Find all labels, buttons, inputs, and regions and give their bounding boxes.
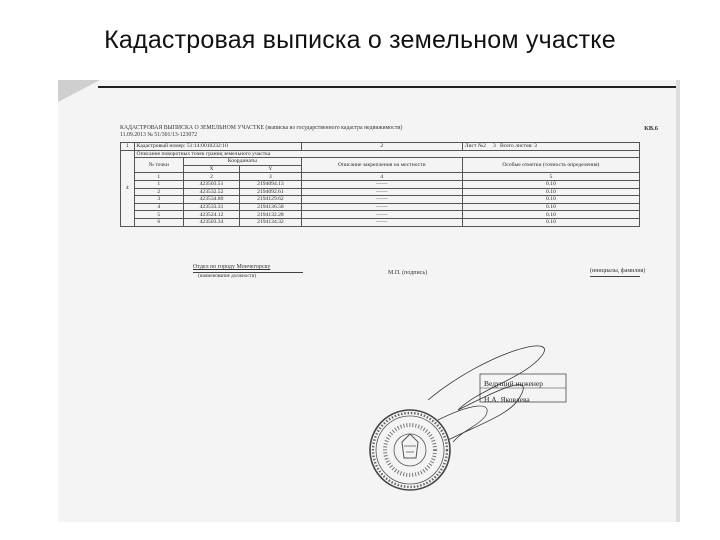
header-row-1 xyxy=(121,158,640,166)
point-precision: 0.10 xyxy=(462,188,639,196)
point-marking: —— xyxy=(301,218,462,226)
point-precision: 0.10 xyxy=(462,203,639,211)
initials-line xyxy=(590,276,640,277)
scanned-document xyxy=(58,80,680,522)
section-index: 4 xyxy=(121,150,135,226)
column-numbers-row xyxy=(121,173,640,181)
document-header xyxy=(120,125,402,139)
point-precision: 0.10 xyxy=(462,218,639,226)
sheet-number-cell xyxy=(462,143,639,151)
cadastral-number-cell xyxy=(134,143,301,151)
sheet-number-value: 2 xyxy=(483,143,486,150)
document-header-line-2: 11.09.2013 № 51/301/13-123072 xyxy=(120,132,198,138)
table-row xyxy=(121,196,640,204)
point-y: 2194134.32 xyxy=(240,218,302,226)
table-row xyxy=(121,180,640,188)
cell-index-2: 2 xyxy=(301,143,462,151)
total-sheets-value: 3 xyxy=(534,143,537,150)
point-precision: 0.10 xyxy=(462,196,639,204)
point-y: 2194132.28 xyxy=(240,211,302,219)
total-sheets-label: Всего листов: xyxy=(499,143,533,150)
seal-place-label: М.П. (подпись) xyxy=(388,270,428,276)
point-x: 423534.80 xyxy=(183,196,239,204)
point-marking: —— xyxy=(301,211,462,219)
slide-title: Кадастровая выписка о земельном участке xyxy=(104,26,616,54)
signature-stroke xyxy=(428,346,545,440)
section-title-row xyxy=(121,150,640,158)
col-header-point: № точки xyxy=(134,158,183,173)
col-header-coords: Координаты xyxy=(183,158,301,166)
seal-graphic xyxy=(368,330,578,500)
initials-caption: (инициалы, фамилия) xyxy=(590,268,646,274)
cell-index-3: 3 xyxy=(492,143,496,150)
point-marking: —— xyxy=(301,180,462,188)
stamp-person-name: Н.А. Яковлева xyxy=(484,395,530,404)
point-precision: 0.10 xyxy=(462,180,639,188)
table-row xyxy=(121,188,640,196)
page-right-edge xyxy=(676,80,680,522)
col-number: 5 xyxy=(462,173,639,181)
col-header-y: Y xyxy=(240,165,302,173)
point-y: 2194129.62 xyxy=(240,196,302,204)
table-row xyxy=(121,211,640,219)
round-seal xyxy=(370,410,450,490)
stamp-and-signature xyxy=(368,330,578,500)
boundary-points-table xyxy=(120,142,640,227)
col-number: 4 xyxy=(301,173,462,181)
col-header-precision: Особые отметки (точность определения) xyxy=(462,158,639,173)
signatory-office: Отдел по городу Мончегорску xyxy=(193,264,271,270)
col-header-x: X xyxy=(183,165,239,173)
point-number: 5 xyxy=(134,211,183,219)
point-precision: 0.10 xyxy=(462,211,639,219)
point-marking: —— xyxy=(301,203,462,211)
point-number: 3 xyxy=(134,196,183,204)
page-top-edge xyxy=(98,86,678,88)
table-row xyxy=(121,218,640,226)
point-y: 2194092.61 xyxy=(240,188,302,196)
signatory-caption: (наименование должности) xyxy=(198,274,257,279)
sheet-number-label: Лист № xyxy=(464,143,484,150)
point-x: 423524.12 xyxy=(183,211,239,219)
cadastral-number-value: 51:14:0010232:10 xyxy=(186,143,228,150)
table-row xyxy=(121,203,640,211)
col-number: 2 xyxy=(183,173,239,181)
point-x: 423533.31 xyxy=(183,203,239,211)
col-header-marking: Описание закрепления на местности xyxy=(301,158,462,173)
point-marking: —— xyxy=(301,196,462,204)
signature-line xyxy=(193,272,303,273)
point-y: 2194094.13 xyxy=(240,180,302,188)
point-x: 423503.51 xyxy=(183,180,239,188)
point-number: 2 xyxy=(134,188,183,196)
section-title: Описание поворотных точек границ земельного участка xyxy=(134,150,639,158)
point-y: 2194136.58 xyxy=(240,203,302,211)
document-header-line-1: КАДАСТРОВАЯ ВЫПИСКА О ЗЕМЕЛЬНОМ УЧАСТКЕ (выписка из государственного кадастра недвижимости) xyxy=(120,125,403,131)
col-number: 1 xyxy=(134,173,183,181)
point-x: 423503.34 xyxy=(183,218,239,226)
point-marking: —— xyxy=(301,188,462,196)
col-number: 3 xyxy=(240,173,302,181)
page-corner-fold xyxy=(58,80,100,102)
form-code: КВ.6 xyxy=(644,125,658,132)
point-x: 423532.52 xyxy=(183,188,239,196)
point-number: 1 xyxy=(134,180,183,188)
point-number: 6 xyxy=(134,218,183,226)
cell-index: 1 xyxy=(121,143,135,151)
cadastral-number-row xyxy=(121,143,640,151)
cadastral-number-label: Кадастровый номер: xyxy=(136,143,186,150)
stamp-position-title: Ведущий инженер xyxy=(484,379,544,388)
point-number: 4 xyxy=(134,203,183,211)
